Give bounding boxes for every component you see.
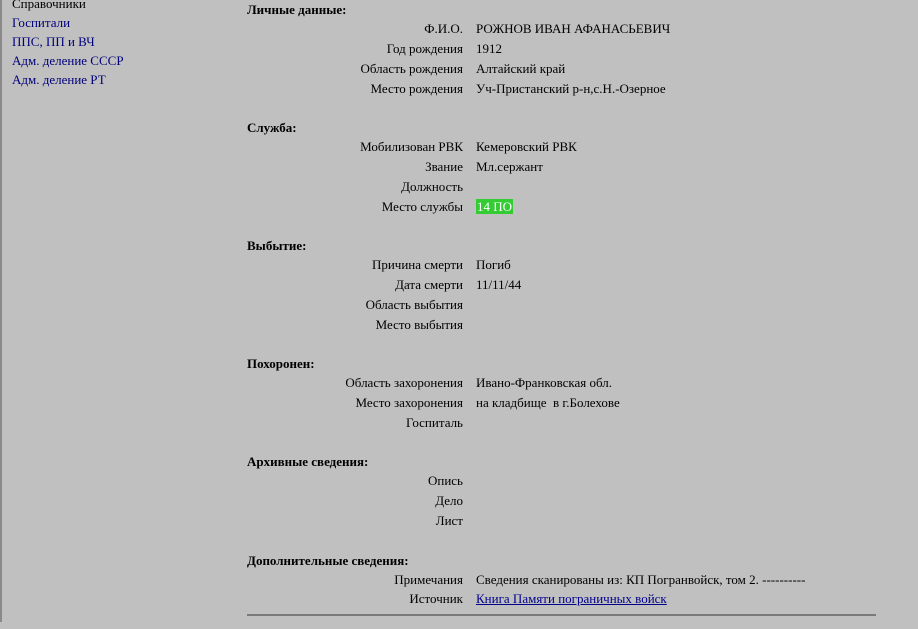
field-row: [247, 295, 877, 315]
record-content: [247, 0, 877, 629]
field-row: [247, 589, 877, 609]
field-label: Область рождения: [360, 60, 463, 76]
field-label: Госпиталь: [405, 414, 463, 430]
field-value: Кемеровский РВК: [476, 139, 577, 155]
field-value: Погиб: [476, 257, 511, 273]
section-burial: [247, 354, 877, 433]
field-row: [247, 59, 877, 79]
field-label: Лист: [435, 513, 463, 529]
field-value: 1912: [476, 40, 502, 56]
field-row: [247, 511, 877, 531]
field-row: [247, 471, 877, 491]
field-row: [247, 570, 877, 590]
sidebar: [12, 0, 124, 89]
section-title: Выбытие:: [247, 238, 307, 254]
field-label: Причина смерти: [371, 257, 463, 273]
section-title: Служба:: [247, 120, 297, 136]
field-label: Место рождения: [370, 80, 463, 96]
field-label: Область выбытия: [365, 296, 463, 312]
field-row: [247, 177, 877, 197]
field-row: [247, 255, 877, 275]
field-row: [247, 157, 877, 177]
section-personal: [247, 0, 877, 99]
field-label: Дата смерти: [395, 277, 463, 293]
sidebar-title: Справочники: [12, 0, 86, 11]
horizontal-divider: [247, 614, 876, 616]
section-archive: [247, 452, 877, 531]
section-title: Личные данные:: [247, 2, 347, 17]
highlighted-unit: 14 ПО: [477, 198, 513, 214]
sidebar-link-pps[interactable]: ППС, ПП и ВЧ: [12, 34, 95, 49]
field-value: Мл.сержант: [476, 158, 543, 174]
field-row: [247, 275, 877, 295]
field-row: [247, 137, 877, 157]
field-row: [247, 413, 877, 433]
field-value: 11/11/44: [476, 277, 522, 293]
field-label: Место захоронения: [355, 395, 463, 411]
field-label: Примечания: [394, 571, 463, 587]
field-value: РОЖНОВ ИВАН АФАНАСЬЕВИЧ: [476, 21, 671, 36]
section-title: Дополнительные сведения:: [247, 552, 409, 568]
field-label: Год рождения: [386, 40, 463, 56]
field-value: Алтайский край: [476, 60, 566, 76]
field-label: Звание: [425, 158, 463, 174]
field-row: [247, 491, 877, 511]
field-row: [247, 79, 877, 99]
field-label: Источник: [409, 591, 463, 607]
field-row: [247, 19, 877, 39]
left-border: [0, 0, 2, 622]
field-label: Должность: [401, 178, 463, 194]
field-value: [476, 197, 513, 217]
field-value: на кладбище в г.Болехове: [476, 395, 620, 411]
field-label: Дело: [435, 493, 463, 509]
section-service: [247, 118, 877, 217]
field-row: [247, 393, 877, 413]
field-label: Область захоронения: [345, 375, 463, 391]
sidebar-link-adm-ussr[interactable]: Адм. деление СССР: [12, 53, 124, 68]
field-label: Место службы: [381, 198, 463, 214]
field-row: [247, 373, 877, 393]
field-label: Место выбытия: [375, 316, 463, 332]
field-value: Ивано-Франковская обл.: [476, 375, 613, 391]
section-title: Архивные сведения:: [247, 454, 369, 470]
field-label: Мобилизован РВК: [360, 139, 463, 155]
field-value: Сведения сканированы из: КП Погранвойск, том 2. ----------: [476, 571, 806, 587]
field-row: [247, 315, 877, 335]
sidebar-link-hospitals[interactable]: Госпитали: [12, 15, 71, 30]
field-label: Ф.И.О.: [424, 21, 463, 36]
field-value: Уч-Пристанский р-н,с.Н.-Озерное: [476, 80, 666, 96]
field-label: Опись: [427, 473, 463, 489]
section-departure: [247, 236, 877, 335]
field-value: [476, 589, 667, 609]
field-row: [247, 39, 877, 59]
section-title: Похоронен:: [247, 356, 315, 372]
field-row: [247, 197, 877, 217]
sidebar-link-adm-rt[interactable]: Адм. деление РТ: [12, 72, 106, 87]
source-link[interactable]: Книга Памяти пограничных войск: [476, 591, 667, 607]
section-extra: [247, 551, 877, 610]
